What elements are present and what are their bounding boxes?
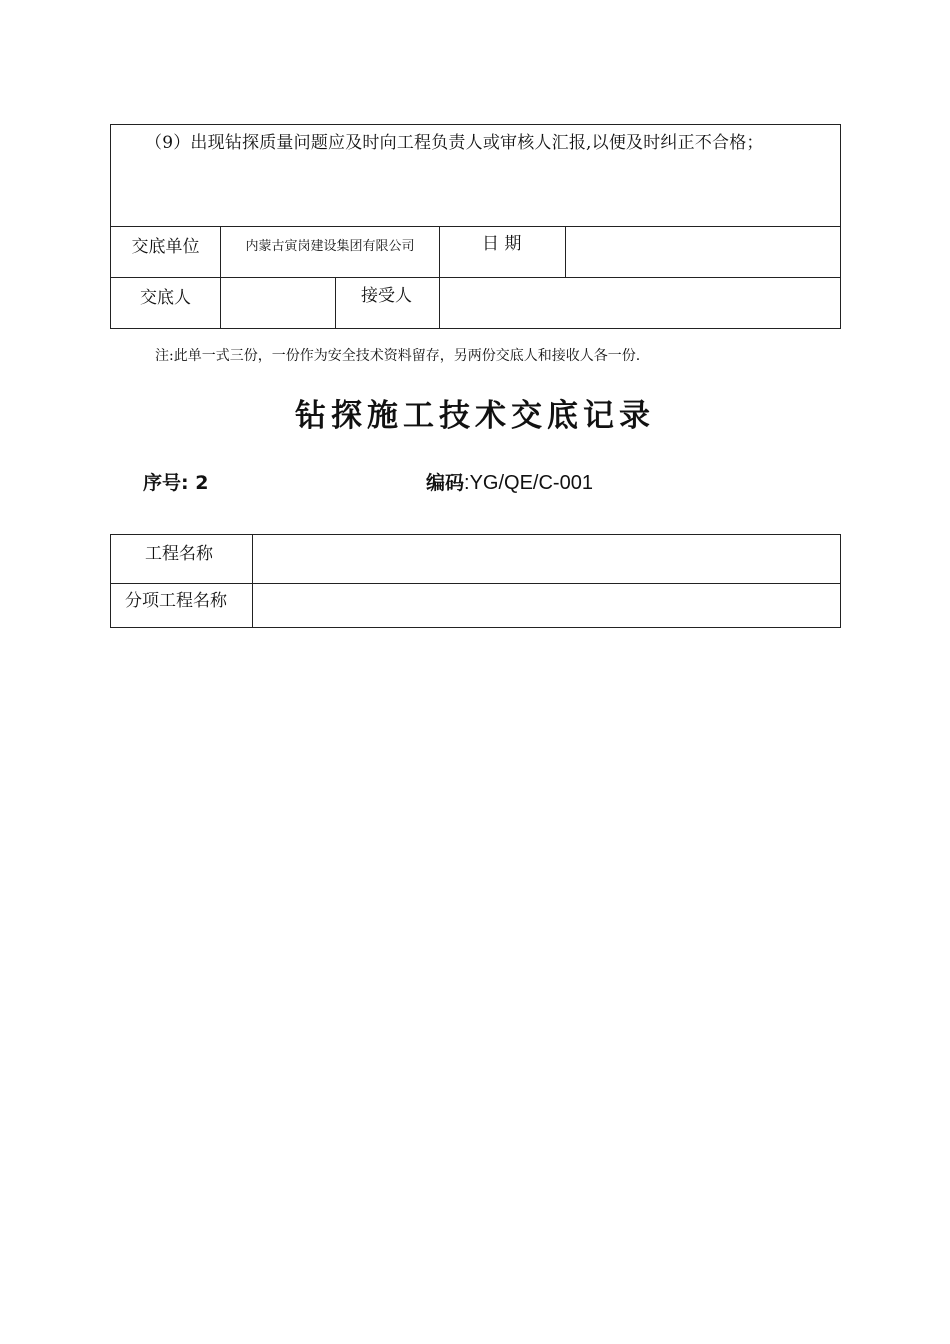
unit-value: 内蒙古寅岗建设集团有限公司 bbox=[245, 239, 415, 254]
code-label: 编码 bbox=[426, 472, 465, 494]
instruction-text: （9）出现钻探质量问题应及时向工程负责人或审核人汇报,以便及时纠正不合格； bbox=[145, 133, 764, 153]
discloser-label: 交底人 bbox=[140, 288, 191, 308]
subproject-name-value-cell[interactable] bbox=[253, 584, 841, 628]
receiver-value-cell[interactable] bbox=[440, 278, 841, 329]
discloser-label-cell bbox=[111, 278, 221, 329]
project-name-label-cell bbox=[111, 535, 253, 584]
project-name-value-cell[interactable] bbox=[253, 535, 841, 584]
receiver-label-cell bbox=[336, 278, 440, 329]
receiver-label: 接受人 bbox=[361, 286, 412, 306]
date-label-cell bbox=[440, 227, 566, 278]
document-code bbox=[426, 468, 593, 495]
note-text: 注:此单一式三份，一份作为安全技术资料留存，另两份交底人和接收人各一份. bbox=[155, 348, 641, 364]
project-info-table bbox=[110, 534, 841, 628]
date-label: 日 期 bbox=[482, 234, 522, 254]
discloser-value-cell[interactable] bbox=[221, 278, 336, 329]
serial-number bbox=[143, 468, 208, 495]
page-title: 钻探施工技术交底记录 bbox=[295, 398, 655, 434]
project-name-label: 工程名称 bbox=[145, 544, 213, 564]
serial-value: : 2 bbox=[181, 472, 209, 494]
subproject-name-label-cell bbox=[111, 584, 253, 628]
unit-label-cell bbox=[111, 227, 221, 278]
instruction-cell bbox=[111, 125, 841, 227]
serial-label: 序号 bbox=[143, 472, 182, 494]
date-value-cell[interactable] bbox=[566, 227, 841, 278]
disclosure-table bbox=[110, 124, 841, 329]
unit-label: 交底单位 bbox=[131, 237, 200, 257]
code-value: :YG/QE/C-001 bbox=[464, 472, 593, 494]
subproject-name-label: 分项工程名称 bbox=[125, 591, 227, 611]
unit-value-cell[interactable] bbox=[221, 227, 440, 278]
